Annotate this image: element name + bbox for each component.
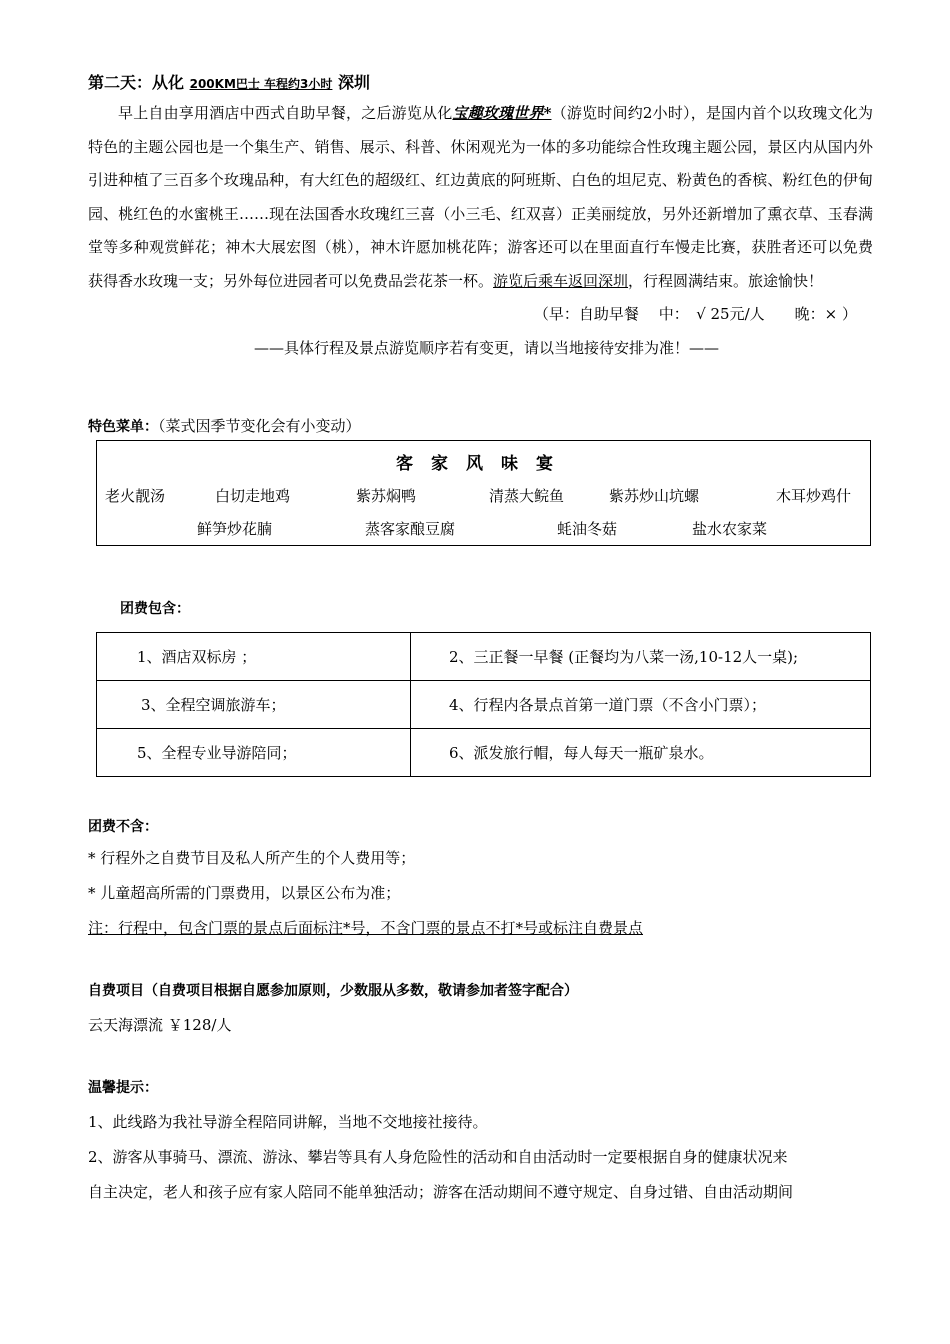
- attraction-name: 宝趣玫瑰世界*: [452, 104, 552, 122]
- dish-item: 清蒸大鲩鱼: [489, 487, 565, 505]
- dish-item: 紫苏炒山坑螺: [609, 487, 700, 505]
- excluded-label: 团费不含：: [88, 819, 158, 835]
- desc-part-2: （游览时间约2小时），是国内首个以玫瑰文化为特色的主题公园也是一个集生产、销售、展示、科普、休闲观光为一体的多功能综合性玫瑰主题公园，景区内从国内外引进种植了三百多个玫瑰品种，有大红色的超级红、红边黄底的阿班斯、白色的坦尼克、粉黄色的香槟、粉红色的伊甸园、桃红色的水蜜桃王……现在法国香水玫瑰红三喜（小三毛、红双喜）正美丽绽放，另外还新增加了熏衣草、玉春满堂等多种观赏鲜花；神木大展宏图（桃），神木许愿加桃花阵；游客还可以在里面直行车慢走比赛，获胜者还可以免费获得香水玫瑰一支；另外每位进园者可以免费品尝花茶一杯。: [88, 104, 873, 290]
- dish-item: 蒸客家酿豆腐: [365, 520, 456, 538]
- table-row: [97, 633, 871, 681]
- desc-part-1: 早上自由享用酒店中西式自助早餐，之后游览从化: [118, 104, 453, 122]
- day2-destination: 深圳: [338, 73, 371, 92]
- menu-box: [96, 440, 871, 546]
- day2-title-prefix: 第二天：从化: [88, 73, 185, 92]
- menu-remark: （菜式因季节变化会有小变动）: [158, 417, 361, 435]
- included-table: [96, 632, 871, 777]
- dish-item: 盐水农家菜: [692, 520, 768, 538]
- table-cell: 6、派发旅行帽，每人每天一瓶矿泉水。: [411, 729, 871, 777]
- tips-label: 温馨提示：: [88, 1080, 158, 1096]
- desc-part-3: ，行程圆满结束。旅途愉快！: [628, 271, 824, 290]
- dish-item: 蚝油冬菇: [557, 520, 618, 538]
- dish-item: 木耳炒鸡什: [776, 487, 852, 505]
- dish-item: 鲜笋炒花腩: [197, 520, 273, 538]
- ticket-note: 注：行程中，包含门票的景点后面标注*号，不含门票的景点不打*号或标注自费景点: [88, 919, 644, 937]
- meal-info: （早：自助早餐 中： √ 25元/人 晚：× ）: [533, 305, 857, 323]
- table-cell: 5、全程专业导游陪同；: [97, 729, 411, 777]
- dish-item: 老火靓汤: [105, 487, 166, 505]
- dish-item: 紫苏焖鸭: [356, 487, 417, 505]
- table-row: [97, 729, 871, 777]
- menu-label: 特色菜单：: [88, 419, 158, 435]
- tip-line: 1、此线路为我社导游全程陪同讲解，当地不交地接社接待。: [88, 1113, 488, 1131]
- included-label: 团费包含：: [120, 601, 190, 617]
- menu-title: 客家风味宴: [396, 454, 571, 474]
- day2-description: [88, 97, 873, 298]
- tip-line: 2、游客从事骑马、漂流、游泳、攀岩等具有人身危险性的活动和自由活动时一定要根据自身的健康状况来: [88, 1148, 788, 1166]
- itinerary-notice: ——具体行程及景点游览顺序若有变更，请以当地接待安排为准！——: [254, 339, 720, 357]
- optional-item: 云天海漂流 ￥128/人: [88, 1016, 232, 1034]
- table-cell: 4、行程内各景点首第一道门票（不含小门票）；: [411, 681, 871, 729]
- day2-transport: 200KM巴士 车程约3小时: [189, 77, 333, 91]
- document-page: [88, 70, 873, 1210]
- day2-heading: [88, 70, 873, 93]
- excluded-item: * 行程外之自费节目及私人所产生的个人费用等；: [88, 849, 416, 867]
- table-row: [97, 681, 871, 729]
- optional-label: 自费项目（自费项目根据自愿参加原则，少数服从多数，敬请参加者签字配合）: [88, 983, 578, 999]
- table-cell: 1、酒店双标房 ；: [97, 633, 411, 681]
- menu-header: [88, 413, 873, 440]
- tip-line: 自主决定，老人和孩子应有家人陪同不能单独活动；游客在活动期间不遵守规定、自身过错、自由活动期间: [88, 1183, 794, 1201]
- excluded-item: * 儿童超高所需的门票费用，以景区公布为准；: [88, 884, 401, 902]
- return-text: 游览后乘车返回深圳: [493, 271, 629, 290]
- table-cell: 3、全程空调旅游车；: [97, 681, 411, 729]
- table-cell: 2、三正餐一早餐 (正餐均为八菜一汤,10-12人一桌);: [411, 633, 871, 681]
- dish-item: 白切走地鸡: [215, 487, 291, 505]
